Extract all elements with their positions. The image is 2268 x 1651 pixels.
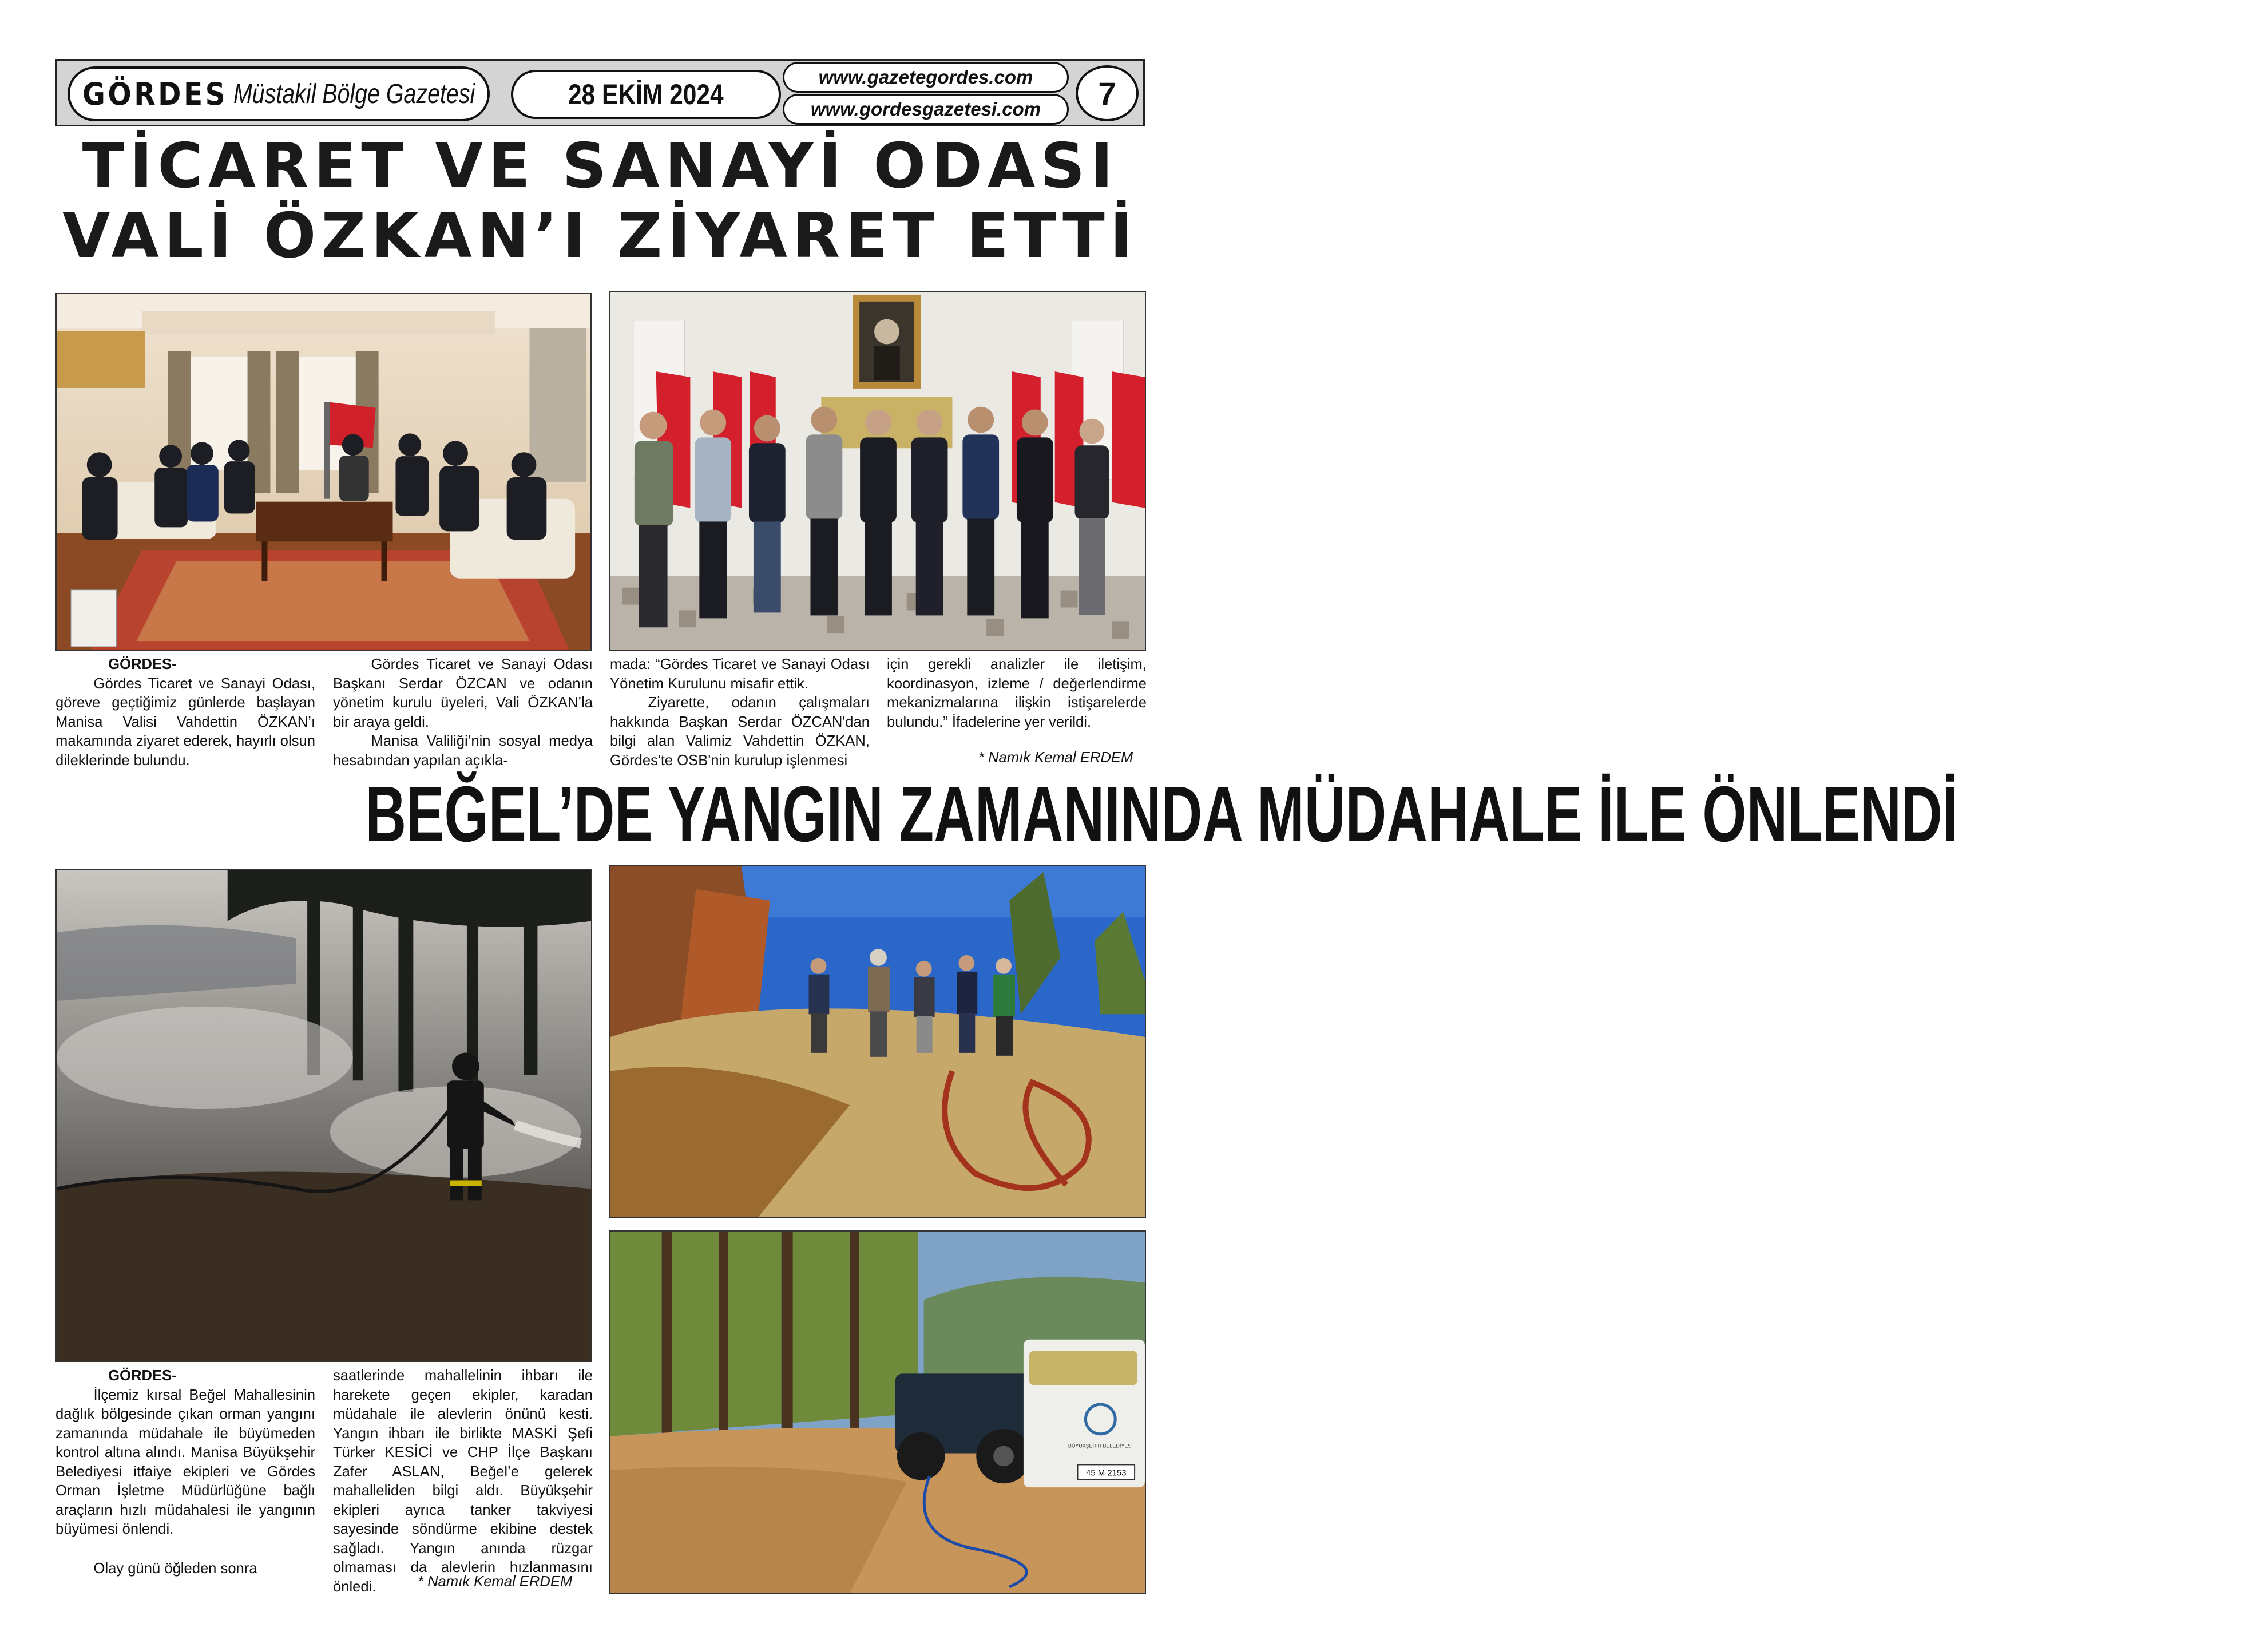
article2-col2-text: saatlerinde mahallelinin ihbarı ile harekete geçen ekipler, karadan müdahale ile alevlerin önünü kesti. Yangın ihbarı ile birlikte MASKİ Şefi Türker KESİCİ ve CHP İlçe Başkanı Zafer ASLAN, Beğel’e gelerek mahalleliden bilgi aldı. Büyükşehir ekipleri ayrıca tanker takviyesi sayesinde söndürme ekibine destek sağladı. Yangın anında rüzgar olmaması da alevlerin hızlanmasını önledi.	[333, 1368, 593, 1595]
article2-col1-paragraph-2: Olay günü öğleden sonra	[93, 1560, 257, 1577]
article2-column-2	[333, 1367, 593, 1597]
newspaper-name: GÖRDES	[82, 76, 228, 112]
article1-column-3	[610, 655, 870, 770]
photo-officials-hillside	[609, 865, 1146, 1218]
article2-col1-paragraph-1: İlçemiz kırsal Beğel Mahallesinin dağlık bölgesinde çıkan orman yangını zamanında müdahale ile büyümeden kontrol altına alındı. Manisa Büyükşehir Belediyesi itfaiye ekipleri ve Gördes Orman İşletme Müdürlüğüne bağlı araçların hızlı müdahalesi ile yangının büyümesi önlendi.	[55, 1387, 315, 1537]
website-url-primary[interactable]: www.gazetegordes.com	[818, 66, 1033, 88]
newspaper-subtitle: Müstakil Bölge Gazetesi	[233, 78, 475, 109]
article1-col3-paragraph-2: Ziyarette, odanın çalışmaları hakkında Başkan Serdar ÖZCAN'dan bilgi alan Valimiz Vahdettin ÖZKAN, Gördes'te OSB'nin kurulup işlenmesi	[610, 695, 870, 769]
article1-headline	[55, 132, 1145, 271]
article1-col2-paragraph-1: Gördes Ticaret ve Sanayi Odası Başkanı Serdar ÖZCAN ve odanın yönetim kurulu üyeleri, Vali ÖZKAN’la bir araya geldi.	[333, 656, 593, 730]
vehicle-label: BÜYÜKŞEHİR BELEDİYESİ	[1068, 1443, 1133, 1449]
photo-firefighter	[55, 869, 592, 1362]
page-number-badge	[1076, 65, 1139, 121]
article1-col2-paragraph-2: Manisa Valiliği’nin sosyal medya hesabından yapılan açıkla-	[333, 733, 593, 769]
article1-col1-text: Gördes Ticaret ve Sanayi Odası, göreve geçtiğimiz günlerde başlayan Manisa Valisi Vahdettin ÖZKAN’ı makamında ziyaret ederek, hayırlı olsun dileklerinde bulundu.	[55, 675, 315, 769]
website-badge-secondary[interactable]	[783, 94, 1069, 125]
photo-fire-vehicles	[609, 1230, 1146, 1594]
article1-column-1	[55, 655, 315, 770]
article2-headline-text: BEĞEL’DE YANGIN ZAMANINDA MÜDAHALE İLE ÖNLENDİ	[365, 770, 1958, 858]
article2-byline: * Namık Kemal ERDEM	[418, 1574, 573, 1590]
page-number: 7	[1098, 75, 1116, 112]
article1-col4-text: için gerekli analizler ile iletişim, koordinasyon, izleme / değerlendirme mekanizmalarına ilişkin istişarelerde bulundu.” İfadelerine yer verildi.	[887, 656, 1147, 730]
article2-column-1	[55, 1367, 315, 1578]
hillside-inspection-image	[610, 866, 1145, 1217]
photo-governor-office-meeting	[55, 293, 592, 651]
website-badge-primary[interactable]	[783, 62, 1069, 93]
article1-dateline: GÖRDES-	[108, 656, 177, 672]
group-portrait-image	[610, 292, 1145, 650]
photo-group-with-flags	[609, 291, 1146, 651]
firefighter-image	[57, 870, 591, 1361]
fire-vehicles-image	[610, 1232, 1145, 1593]
article1-col3-paragraph-1: mada: “Gördes Ticaret ve Sanayi Odası Yönetim Kurulunu misafir ettik.	[610, 656, 870, 692]
brand-badge	[68, 66, 490, 121]
article2-dateline: GÖRDES-	[108, 1368, 177, 1384]
article1-column-2	[333, 655, 593, 770]
article2-headline	[55, 770, 1958, 858]
article1-headline-line2: VALİ ÖZKAN’I ZİYARET ETTİ	[62, 200, 1138, 272]
vehicle-plate: 45 M 2153	[1086, 1468, 1127, 1478]
issue-date-badge	[511, 70, 781, 119]
masthead	[55, 59, 1145, 126]
article1-byline: * Namık Kemal ERDEM	[978, 750, 1133, 766]
article1-headline-line1: TİCARET VE SANAYİ ODASI	[82, 130, 1119, 202]
website-url-secondary[interactable]: www.gordesgazetesi.com	[810, 98, 1041, 120]
article1-column-4	[887, 655, 1147, 732]
meeting-room-image	[57, 294, 590, 650]
issue-date: 28 EKİM 2024	[568, 78, 724, 110]
